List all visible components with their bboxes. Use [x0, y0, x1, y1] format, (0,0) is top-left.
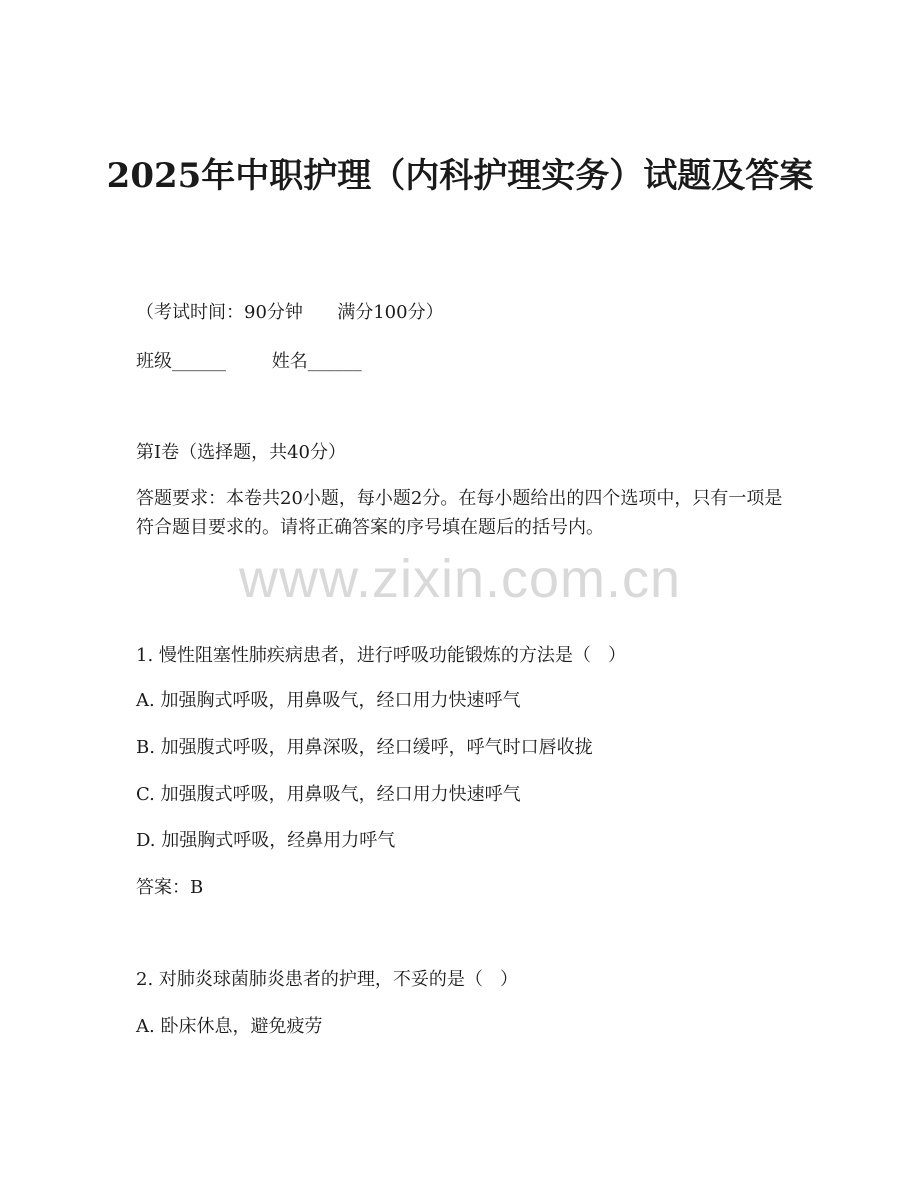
question-1-answer: 答案：B [136, 877, 204, 898]
question-1-option-c: C. 加强腹式呼吸，用鼻吸气，经口用力快速呼气 [136, 784, 521, 805]
answer-instructions: 答题要求：本卷共20小题，每小题2分。在每小题给出的四个选项中，只有一项是符合题目要求的。请将正确答案的序号填在题后的括号内。 [136, 488, 783, 538]
question-1-stem: 1. 慢性阻塞性肺疾病患者，进行呼吸功能锻炼的方法是（ ） [136, 645, 627, 666]
class-name-fill-in: 班级______ 姓名______ [136, 351, 362, 372]
watermark: www.zixin.com.cn [238, 549, 682, 609]
exam-info: （考试时间：90分钟 满分100分） [136, 302, 444, 323]
question-1-option-d: D. 加强胸式呼吸，经鼻用力呼气 [136, 830, 396, 851]
question-1-option-b: B. 加强腹式呼吸，用鼻深吸，经口缓呼，呼气时口唇收拢 [136, 737, 593, 758]
question-2-stem: 2. 对肺炎球菌肺炎患者的护理，不妥的是（ ） [136, 969, 519, 990]
section-title: 第I卷（选择题，共40分） [136, 442, 347, 463]
document-title: 2025年中职护理（内科护理实务）试题及答案 [106, 156, 814, 196]
question-2-option-a: A. 卧床休息，避免疲劳 [136, 1016, 323, 1037]
question-1-option-a: A. 加强胸式呼吸，用鼻吸气，经口用力快速呼气 [136, 690, 521, 711]
